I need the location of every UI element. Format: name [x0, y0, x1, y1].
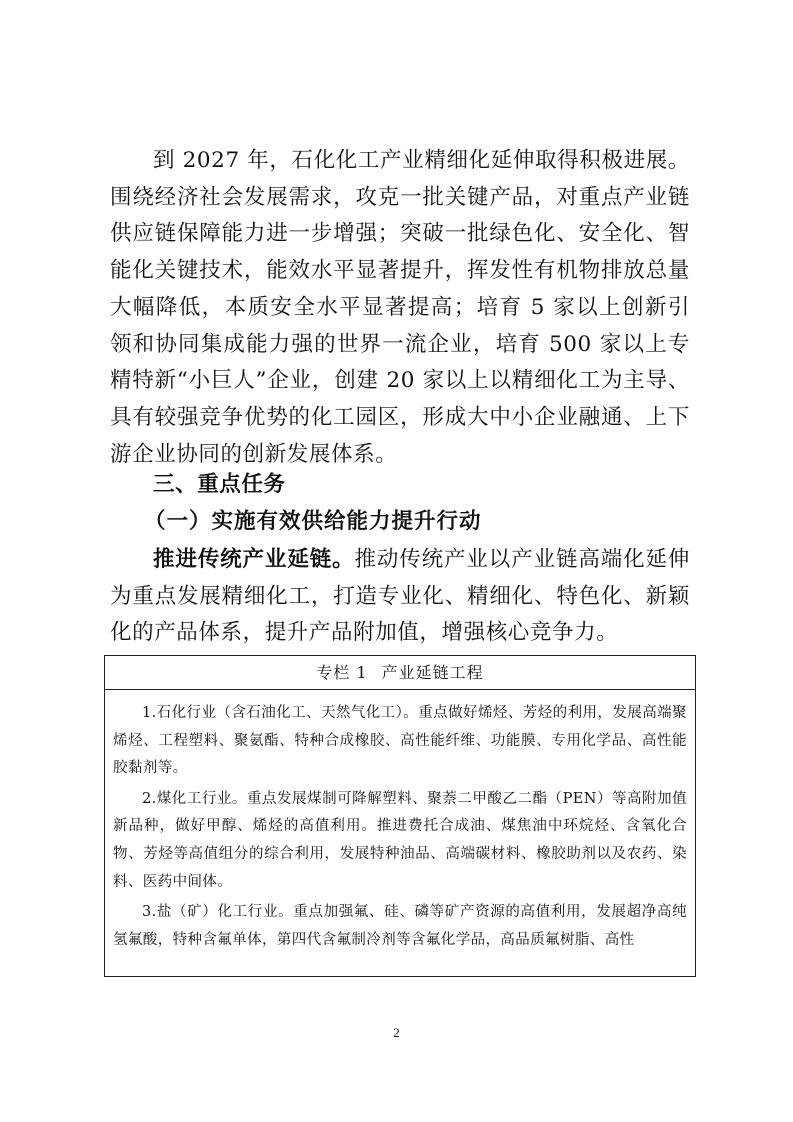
- paragraph-text: 推动传统产业以产业链高端化延伸为重点发展精细化工，打造专业化、精细化、特色化、新颖化的产品体系，提升产品附加值，增强核心竞争力。: [110, 547, 690, 646]
- box-item-petrochemical: 1.石化行业（含石油化工、天然气化工）。重点做好烯烃、芳烃的利用，发展高端聚烯烃、工程塑料、聚氨酯、特种合成橡胶、高性能纤维、功能膜、专用化学品、高性能胶黏剂等。: [113, 705, 687, 777]
- paragraph-lead: 推进传统产业延链。: [153, 547, 355, 572]
- box-item-coal-chemical: 2.煤化工行业。重点发展煤制可降解塑料、聚萘二甲酸乙二酯（PEN）等高附加值新品种，做好甲醇、烯烃的高值利用。推进费托合成油、煤焦油中环烷烃、含氧化合物、芳烃等高值组分的综合利用，发展特种油品、高端碳材料、橡胶助剂以及农药、染料、医药中间体。: [113, 790, 687, 890]
- column-box: [104, 655, 696, 977]
- column-box-body: [105, 690, 695, 954]
- body-paragraph-extend-chain: [110, 542, 690, 652]
- subsection-heading: （一）实施有效供给能力提升行动: [144, 509, 482, 534]
- column-box-label: 专栏 1: [316, 663, 368, 682]
- body-paragraph-goals: 到 2027 年，石化化工产业精细化延伸取得积极进展。围绕经济社会发展需求，攻克一批关键产品，对重点产业链供应链保障能力进一步增强；突破一批绿色化、安全化、智能化关键技术，能效水平显著提升，挥发性有机物排放总量大幅降低，本质安全水平显著提高；培育 5 家以上创新引领和协同集成能力强的世界一流企业，培育 500 家以上专精特新“小巨人”企业，创建 20 家以上以精细化工为主导、具有较强竞争优势的化工园区，形成大中小企业融通、上下游企业协同的创新发展体系。: [110, 148, 690, 467]
- column-box-header: [105, 656, 695, 690]
- box-item-salt-mineral: 3.盐（矿）化工行业。重点加强氟、硅、磷等矿产资源的高值利用，发展超净高纯氢氟酸，特种含氟单体，第四代含氟制冷剂等含氟化学品，高品质氟树脂、高性: [113, 904, 687, 948]
- page-number: 2: [393, 1025, 400, 1040]
- column-box-title: 产业延链工程: [381, 663, 484, 682]
- section-heading: 三、重点任务: [153, 472, 286, 497]
